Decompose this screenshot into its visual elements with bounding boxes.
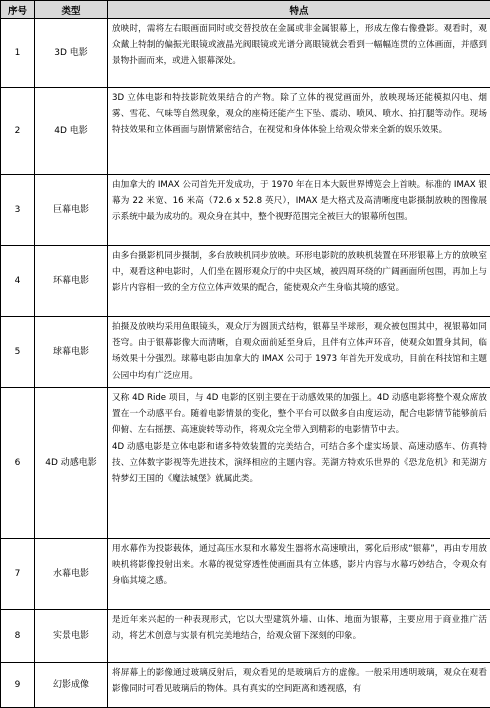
row-number: 7 — [1, 539, 35, 610]
table-row — [1, 610, 490, 663]
row-number: 4 — [1, 246, 35, 317]
row-features — [108, 317, 490, 388]
row-features-text: 又称 4D Ride 项目，与 4D 电影的区别主要在于动感效果的加强上。4D 动感电影将整个观众席放置在一个动感平台。随着电影情景的变化，整个平台可以做多自由度运动，配合电影情节能够前后仰俯、左右摇摆、高速旋转等动作，将观众完全带入到精彩的电影情节中去。 — [112, 390, 487, 439]
row-number: 3 — [1, 175, 35, 246]
table-row — [1, 175, 490, 246]
row-type: 巨幕电影 — [35, 175, 108, 246]
row-number: 8 — [1, 610, 35, 663]
row-features — [108, 388, 490, 539]
row-features-text: 拍摄及放映均采用鱼眼镜头，观众厅为圆顶式结构，银幕呈半球形，观众被包围其中，视银幕如同苍穹。由于银幕影像大而清晰，自观众面前延至身后，且伴有立体声环音，使观众如置身其间，临场效果十分强烈。球幕电影由加拿大的 IMAX 公司于 1973 年首先开发成功，目前在科技馆和主题公园中均有广泛应用。 — [112, 319, 487, 384]
row-features — [108, 88, 490, 175]
row-type: 幻影成像 — [35, 663, 108, 708]
row-features — [108, 663, 490, 708]
table-row — [1, 317, 490, 388]
row-number: 6 — [1, 388, 35, 539]
table-row — [1, 19, 490, 88]
row-features — [108, 610, 490, 663]
row-type: 4D 动感电影 — [35, 388, 108, 539]
row-features-text: 由多台摄影机同步摄制，多台放映机同步放映。环形电影院的放映机装置在环形银幕上方的放映室中，观看这种电影时，人们坐在圆形观众厅的中央区域，被四周环绕的广阔画面所包围，再加上与影片内容相一致的全方位立体声效果的配合，能使观众产生身临其境的感觉。 — [112, 248, 487, 297]
row-number: 1 — [1, 19, 35, 88]
table-row — [1, 246, 490, 317]
header-type: 类型 — [35, 1, 108, 19]
row-features — [108, 246, 490, 317]
row-type: 实景电影 — [35, 610, 108, 663]
row-features-text: 用水幕作为投影载体，通过高压水泵和水幕发生器将水高速喷出，雾化后形成“银幕”，再由专用放映机将影像投射出来。水幕的视觉穿透性使画面具有立体感，影片内容与水幕巧妙结合，令观众有身临其境之感。 — [112, 541, 487, 590]
row-features-text: 放映时，需将左右眼画面同时或交替投放在金属或非金属银幕上，形成左像右像叠影。观看时，观众戴上特制的偏振光眼镜或液晶光阀眼镜或光谱分离眼镜就会看到一幅幅连贯的立体画面，并感到景物扑面而来，或进入银幕深处。 — [112, 21, 487, 70]
row-type: 3D 电影 — [35, 19, 108, 88]
row-features — [108, 19, 490, 88]
row-number: 9 — [1, 663, 35, 708]
table-row — [1, 539, 490, 610]
header-number: 序号 — [1, 1, 35, 19]
row-number: 5 — [1, 317, 35, 388]
table-row — [1, 663, 490, 708]
row-features-text-second-paragraph: 4D 动感电影是立体电影和诸多特效装置的完美结合，可结合多个虚实场景、高速动感车、仿真特技、立体数字影视等先进技术，演绎相应的主题内容。芜湖方特欢乐世界的《恐龙危机》和芜湖方特梦幻王国的《魔法城堡》就属此类。 — [112, 439, 487, 488]
table-row — [1, 388, 490, 539]
row-features — [108, 539, 490, 610]
row-type: 4D 电影 — [35, 88, 108, 175]
row-number: 2 — [1, 88, 35, 175]
row-features-text: 将屏幕上的影像通过玻璃反射后，观众看见的是玻璃后方的虚像。一般采用透明玻璃，观众在观看影像同时可看见玻璃后的物体。具有真实的空间距离和透视感，有 — [112, 665, 487, 697]
row-features-text: 由加拿大的 IMAX 公司首先开发成功，于 1970 年在日本大阪世界博览会上首映。标准的 IMAX 银幕为 22 米宽、16 米高（72.6 x 52.8 英尺），IMAX 是大格式及高清晰度电影摄制放映的图像展示系统中最为成功的。观众身在其中，整个视野范围完全被巨大的银幕所包围。 — [112, 177, 487, 226]
table-row — [1, 88, 490, 175]
table-header-row — [1, 1, 490, 19]
row-features — [108, 175, 490, 246]
row-type: 水幕电影 — [35, 539, 108, 610]
row-features-text: 3D 立体电影和特技影院效果结合的产物。除了立体的视觉画面外，放映现场还能模拟闪电、烟雾、雪花、气味等自然现象，观众的座椅还能产生下坠、震动、喷风、喷水、拍打腿等动作。现场特技效果和立体画面与剧情紧密结合，在视觉和身体体验上给观众带来全新的娱乐效果。 — [112, 90, 487, 139]
row-type: 环幕电影 — [35, 246, 108, 317]
row-features-text: 是近年来兴起的一种表现形式，它以大型建筑外墙、山体、地面为银幕，主要应用于商业推广活动，将艺术创意与实景有机完美地结合，给观众留下深刻的印象。 — [112, 612, 487, 644]
header-features: 特点 — [108, 1, 490, 19]
row-type: 球幕电影 — [35, 317, 108, 388]
